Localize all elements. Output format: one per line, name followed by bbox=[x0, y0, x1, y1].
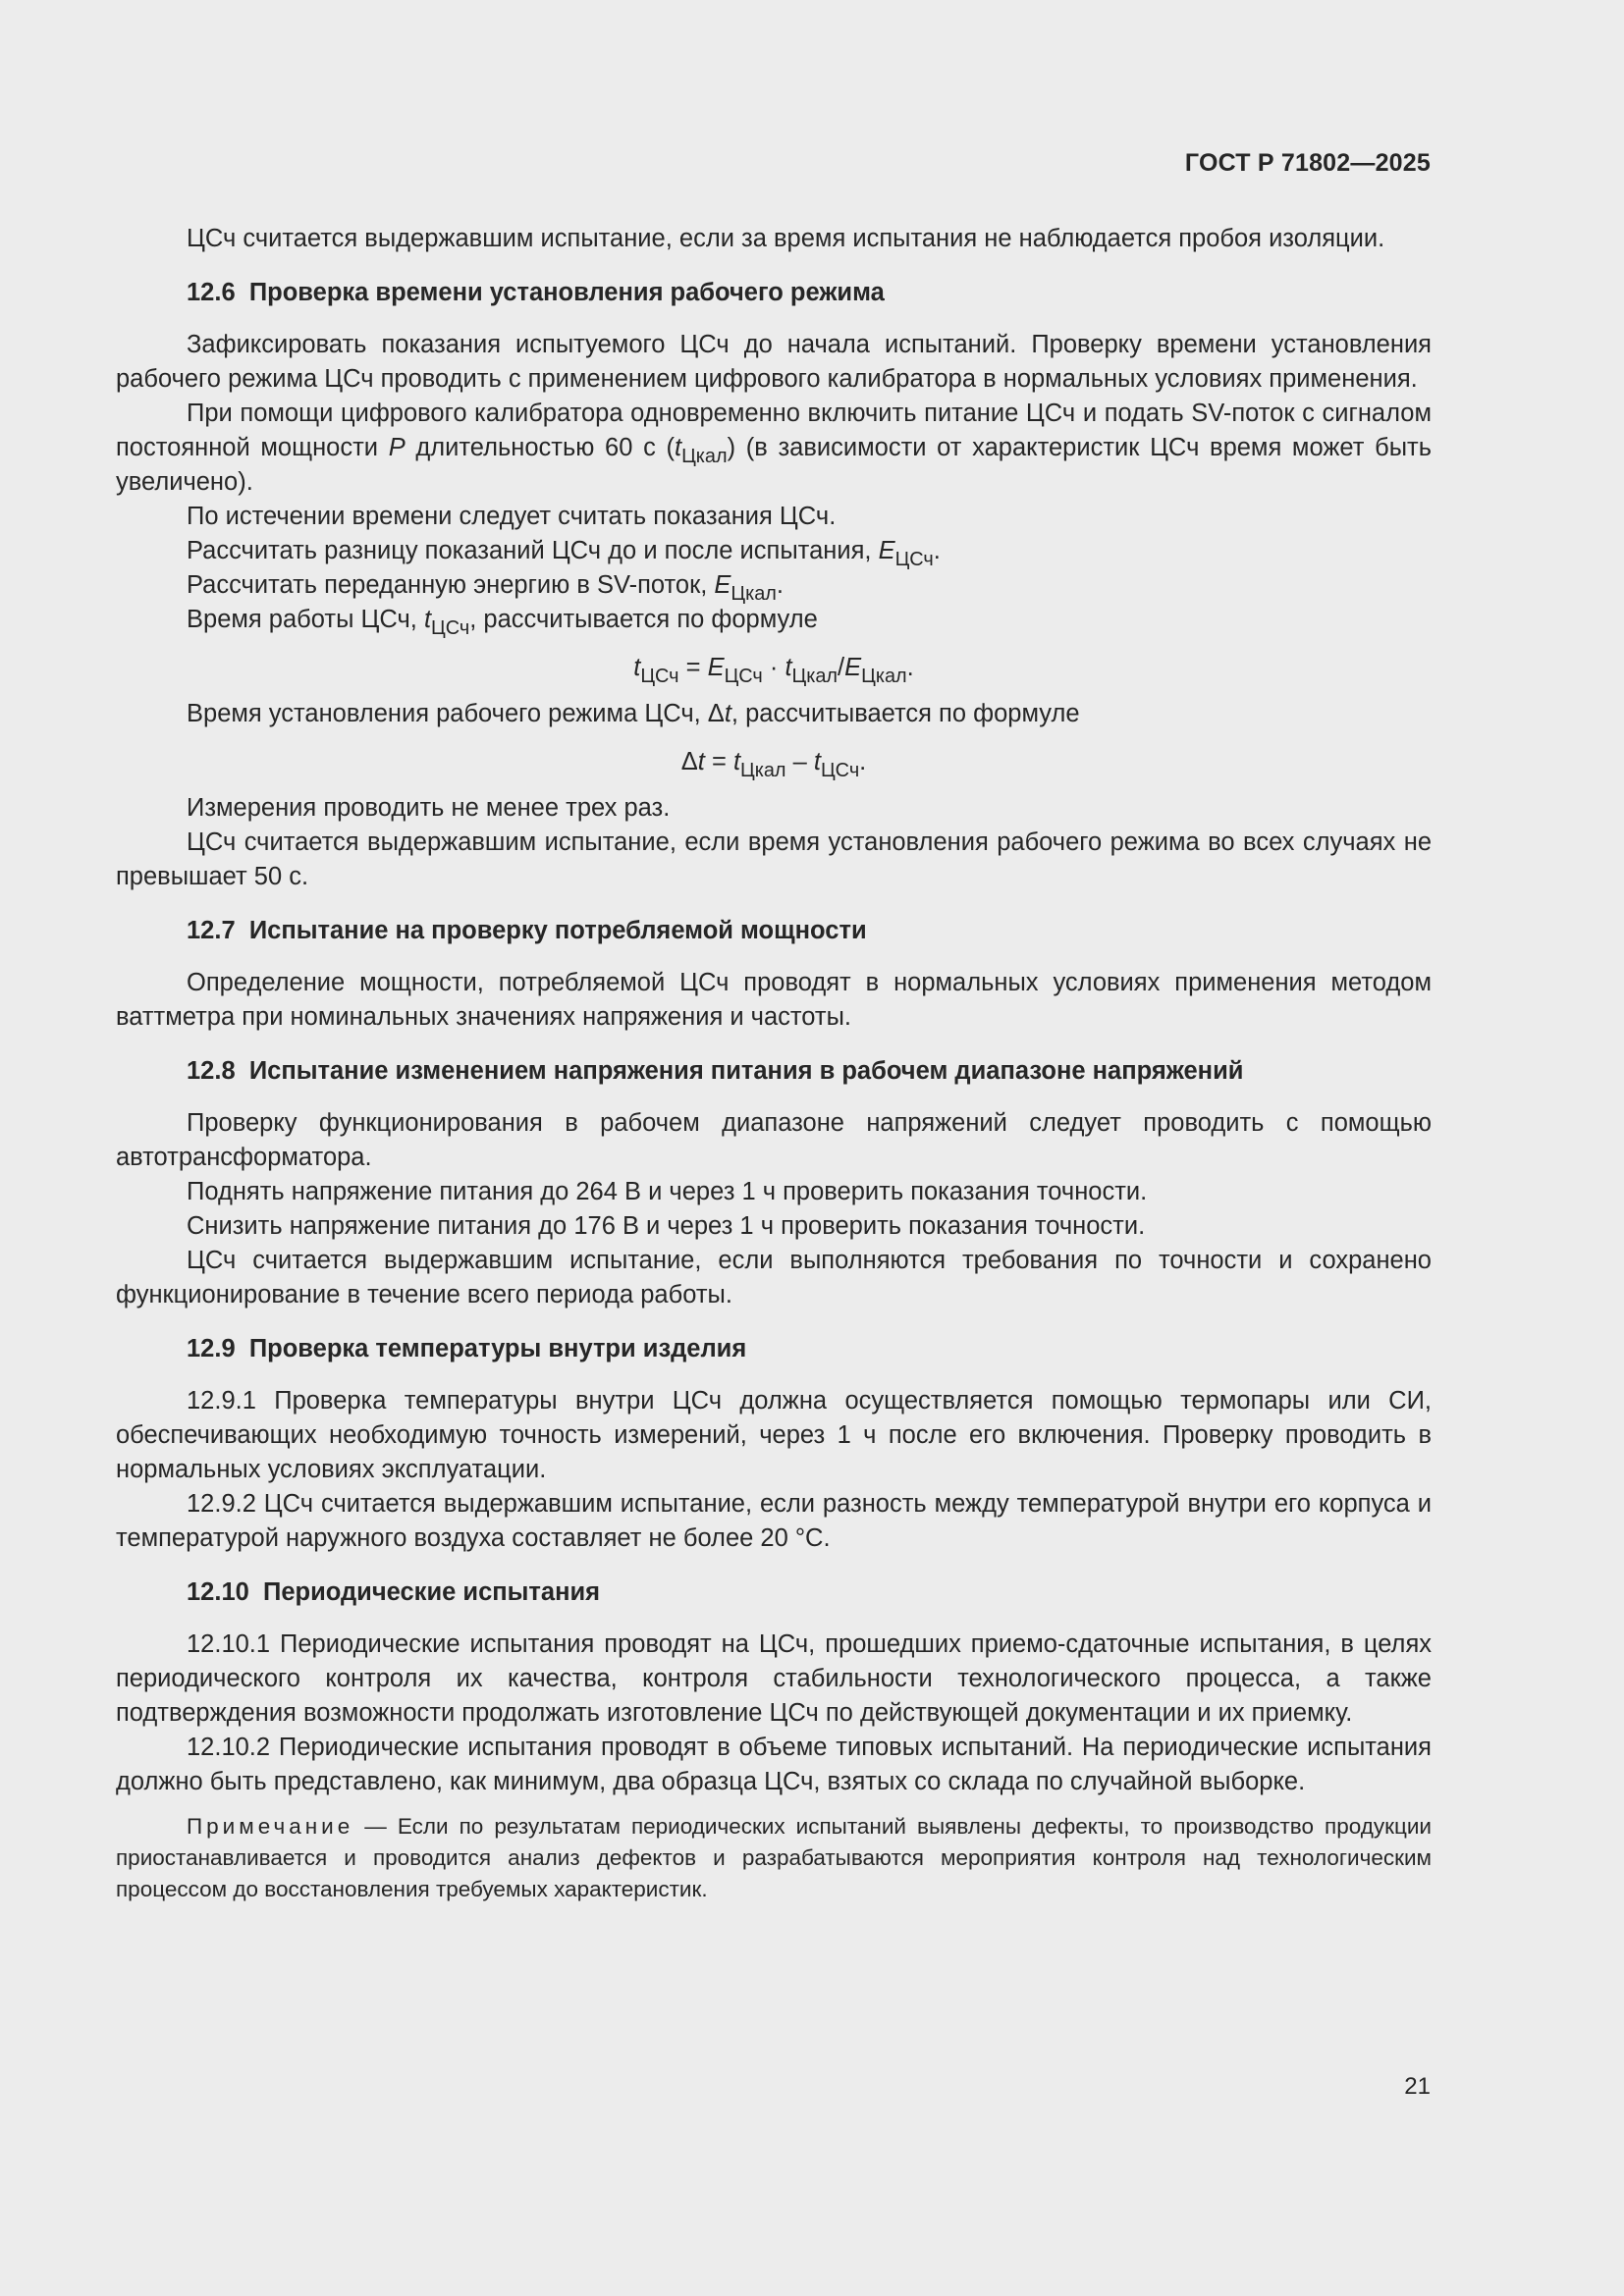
paragraph: 12.9.1 Проверка температуры внутри ЦСч должна осуществляется помощью термопары или СИ, обеспечивающих необходимую точность измерений, через 1 ч после его включения. Проверку проводить в нормальных условиях эксплуатации. bbox=[116, 1387, 1432, 1483]
section-title: Испытание изменением напряжения питания в рабочем диапазоне напряжений bbox=[248, 1057, 1244, 1085]
section-title: Проверка времени установления рабочего режима bbox=[248, 279, 885, 306]
paragraph: Снизить напряжение питания до 176 В и через 1 ч проверить показания точности. bbox=[187, 1212, 1146, 1240]
paragraph: Измерения проводить не менее трех раз. bbox=[187, 794, 671, 822]
paragraph: Определение мощности, потребляемой ЦСч проводят в нормальных условиях применения методом ваттметра при номинальных значениях напряжения и частоты. bbox=[116, 969, 1432, 1031]
section-heading-12-6 bbox=[116, 276, 1432, 310]
section-heading-12-8 bbox=[116, 1054, 1432, 1089]
paragraph: По истечении времени следует считать показания ЦСч. bbox=[187, 503, 837, 530]
section-title: Периодические испытания bbox=[262, 1578, 601, 1606]
section-number: 12.9 bbox=[187, 1335, 236, 1362]
formula-settling-time: $\Delta t = t_{Цкал} - t_{ЦСч}$. bbox=[680, 748, 867, 781]
paragraph: Рассчитать переданную энергию в SV-поток, $E_{Цкал}$. bbox=[187, 571, 785, 605]
note-text: — Если по результатам периодических испытаний выявлены дефекты, то производство продукции приостанавливается и проводится анализ дефектов и разрабатываются мероприятия контроля над технологическим процессом до восстановления требуемых характеристик. bbox=[116, 1814, 1432, 1901]
paragraph: 12.10.2 Периодические испытания проводят в объеме типовых испытаний. На периодические испытания должно быть представлено, как минимум, два образца ЦСч, взятых со склада по случайной выборке. bbox=[116, 1734, 1432, 1795]
paragraph: Поднять напряжение питания до 264 В и через 1 ч проверить показания точности. bbox=[187, 1178, 1148, 1205]
paragraph: ЦСч считается выдержавшим испытание, если время установления рабочего режима во всех случаях не превышает 50 с. bbox=[116, 828, 1432, 890]
section-heading-12-9 bbox=[116, 1332, 1432, 1366]
paragraph: 12.10.1 Периодические испытания проводят на ЦСч, прошедших приемо-сдаточные испытания, в целях периодического контроля их качества, контроля стабильности технологического процесса, а также подтверждения возможности продолжать изготовление ЦСч по действующей документации и их приемку. bbox=[116, 1630, 1432, 1727]
section-number: 12.6 bbox=[187, 279, 236, 306]
section-number: 12.10 bbox=[187, 1578, 249, 1606]
paragraph: ЦСч считается выдержавшим испытание, если за время испытания не наблюдается пробоя изоляции. bbox=[187, 225, 1385, 252]
section-title: Проверка температуры внутри изделия bbox=[248, 1335, 747, 1362]
paragraph: Проверку функционирования в рабочем диапазоне напряжений следует проводить с помощью автотрансформатора. bbox=[116, 1109, 1432, 1171]
paragraph: ЦСч считается выдержавшим испытание, если выполняются требования по точности и сохранено функционирование в течение всего периода работы. bbox=[116, 1247, 1432, 1308]
section-heading-12-7 bbox=[116, 914, 1432, 948]
note bbox=[116, 1811, 1432, 1905]
paragraph: При помощи цифрового калибратора одновременно включить питание ЦСч и подать SV-поток с сигналом постоянной мощности P длительностью 60 с $(t_{Цкал})$ (в зависимости от характеристик ЦСч время может быть увеличено). bbox=[116, 400, 1433, 496]
document-body bbox=[116, 222, 1432, 1905]
section-number: 12.7 bbox=[187, 917, 236, 944]
section-title: Испытание на проверку потребляемой мощности bbox=[248, 917, 867, 944]
paragraph: Зафиксировать показания испытуемого ЦСч до начала испытаний. Проверку времени установления рабочего режима ЦСч проводить с применением цифрового калибратора в нормальных условиях применения. bbox=[116, 331, 1432, 393]
paragraph: Рассчитать разницу показаний ЦСч до и после испытания, $E_{ЦСч}$. bbox=[187, 537, 941, 570]
page-number: 21 bbox=[1404, 2073, 1431, 2100]
formula-working-time: $t_{ЦСч} = E_{ЦСч} \cdot t_{Цкал}/E_{Цкал}$. bbox=[633, 654, 914, 687]
section-number: 12.8 bbox=[187, 1057, 236, 1085]
section-heading-12-10 bbox=[116, 1575, 1432, 1610]
note-label: Примечание bbox=[187, 1814, 354, 1839]
document-header: ГОСТ Р 71802—2025 bbox=[1184, 149, 1431, 177]
paragraph: Время установления рабочего режима ЦСч, Δt, рассчитывается по формуле bbox=[187, 700, 1080, 727]
paragraph: 12.9.2 ЦСч считается выдержавшим испытание, если разность между температурой внутри его корпуса и температурой наружного воздуха составляет не более 20 °С. bbox=[116, 1490, 1432, 1552]
paragraph: Время работы ЦСч, $t_{ЦСч}$, рассчитывается по формуле bbox=[187, 606, 818, 639]
